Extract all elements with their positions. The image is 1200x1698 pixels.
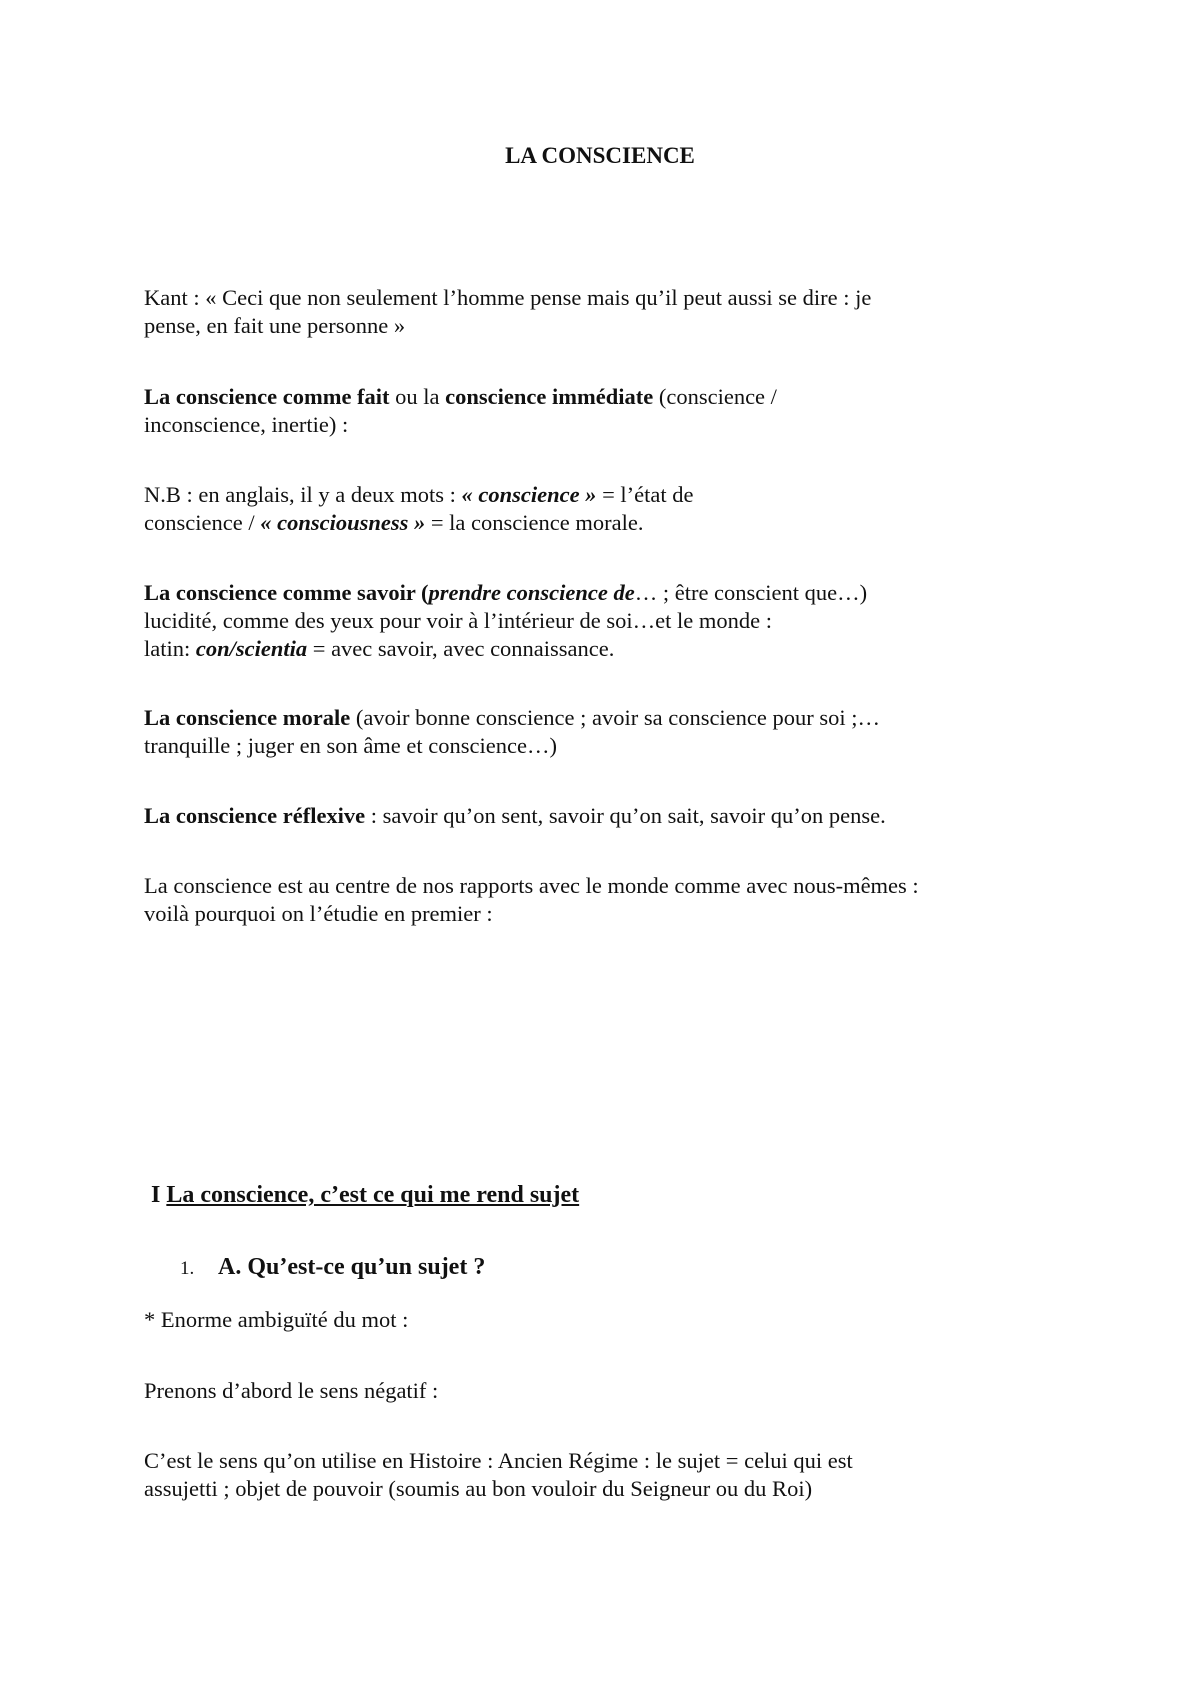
text: = la conscience morale. bbox=[425, 510, 644, 535]
paragraph-conscience-reflexive bbox=[144, 802, 1074, 830]
subsection-heading bbox=[180, 1252, 485, 1284]
section-heading-1 bbox=[151, 1180, 579, 1210]
text: = avec savoir, avec connaissance. bbox=[307, 636, 615, 661]
text: latin: bbox=[144, 636, 196, 661]
text: : savoir qu’on sent, savoir qu’on sait, savoir qu’on pense. bbox=[365, 803, 886, 828]
paragraph-conscience-savoir bbox=[144, 579, 1074, 663]
term-conscience-reflexive: La conscience réflexive bbox=[144, 803, 366, 828]
term-prendre-conscience: prendre conscience de bbox=[428, 580, 635, 605]
text: N.B : en anglais, il y a deux mots : bbox=[144, 482, 462, 507]
paragraph-centre bbox=[144, 872, 1074, 928]
term-conscience-savoir: La conscience comme savoir ( bbox=[144, 580, 429, 605]
text: (avoir bonne conscience ; avoir sa conscience pour soi ;… bbox=[350, 705, 881, 730]
text: conscience / bbox=[144, 510, 261, 535]
term-conscience-en: « conscience » bbox=[461, 482, 597, 507]
text: inconscience, inertie) : bbox=[144, 412, 349, 437]
subsection-title: A. Qu’est-ce qu’un sujet ? bbox=[218, 1254, 486, 1280]
text: tranquille ; juger en son âme et conscience…) bbox=[144, 733, 557, 758]
paragraph-histoire bbox=[144, 1447, 1074, 1503]
term-conscience-immediate: conscience immédiate bbox=[445, 384, 654, 409]
kant-quote-line1: Kant : « Ceci que non seulement l’homme pense mais qu’il peut aussi se dire : je bbox=[144, 285, 872, 310]
term-con-scientia: con/scientia bbox=[195, 636, 308, 661]
kant-quote bbox=[144, 284, 1074, 340]
list-number: 1. bbox=[180, 1258, 195, 1279]
text: assujetti ; objet de pouvoir (soumis au bon vouloir du Seigneur ou du Roi) bbox=[144, 1476, 813, 1501]
text: voilà pourquoi on l’étudie en premier : bbox=[144, 901, 493, 926]
paragraph-nb bbox=[144, 481, 1074, 537]
text: = l’état de bbox=[596, 482, 694, 507]
term-conscience-morale: La conscience morale bbox=[144, 705, 351, 730]
kant-quote-line2: pense, en fait une personne » bbox=[144, 313, 406, 338]
section-number: I bbox=[151, 1182, 167, 1208]
term-consciousness: « consciousness » bbox=[260, 510, 426, 535]
text: C’est le sens qu’on utilise en Histoire : Ancien Régime : le sujet = celui qui est bbox=[144, 1448, 853, 1473]
paragraph-sens-negatif: Prenons d’abord le sens négatif : bbox=[144, 1378, 439, 1403]
text: ou la bbox=[389, 384, 446, 409]
section-title: La conscience, c’est ce qui me rend sujet bbox=[166, 1182, 580, 1208]
text: (conscience / bbox=[653, 384, 777, 409]
text: lucidité, comme des yeux pour voir à l’intérieur de soi…et le monde : bbox=[144, 608, 772, 633]
paragraph-conscience-fait bbox=[144, 383, 1074, 439]
term-conscience-fait: La conscience comme fait bbox=[144, 384, 390, 409]
text: La conscience est au centre de nos rapports avec le monde comme avec nous-mêmes : bbox=[144, 873, 919, 898]
page-title: LA CONSCIENCE bbox=[505, 143, 695, 168]
paragraph-ambiguite: * Enorme ambiguïté du mot : bbox=[144, 1307, 409, 1332]
paragraph-conscience-morale bbox=[144, 704, 1074, 760]
text: … ; être conscient que…) bbox=[634, 580, 868, 605]
